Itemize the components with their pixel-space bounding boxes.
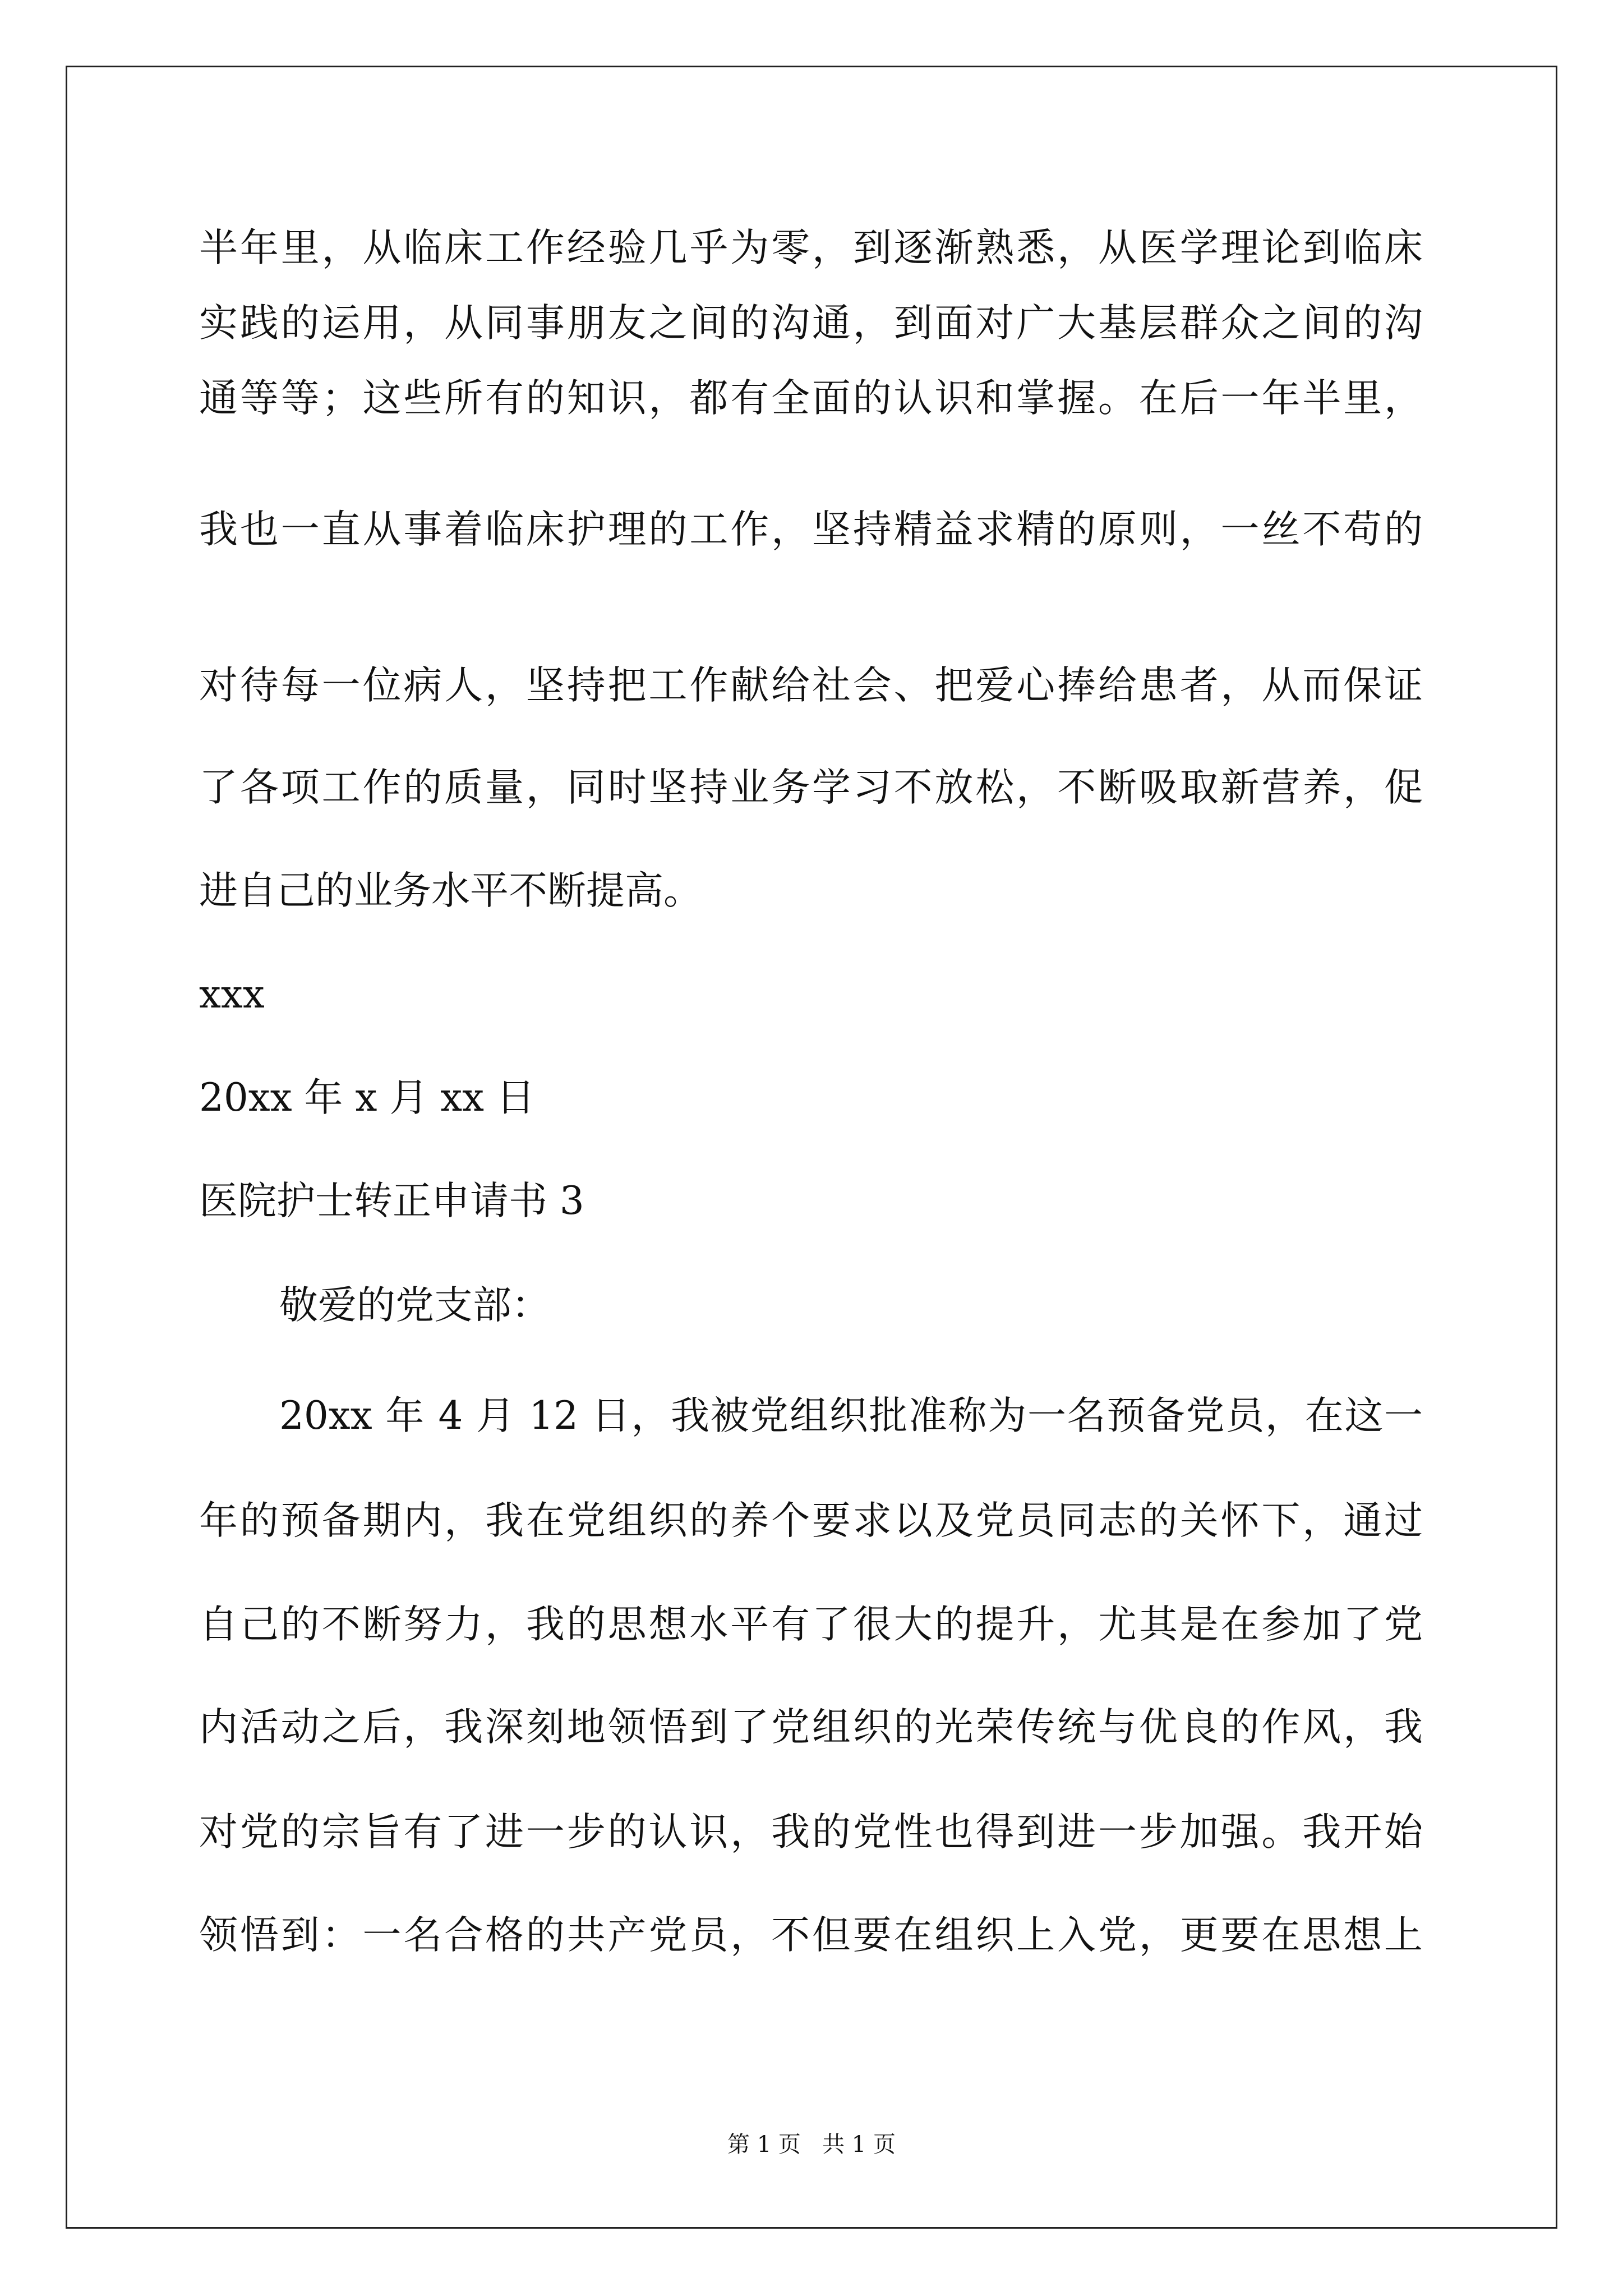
- paragraph-line: 对党的宗旨有了进一步的认识，我的党性也得到进一步加强。我开始: [199, 1810, 1423, 1855]
- paragraph-line: 领悟到：一名合格的共产党员，不但要在组织上入党，更要在思想上: [199, 1913, 1423, 1958]
- paragraph-line: 20xx 年 4 月 12 日，我被党组织批准称为一名预备党员，在这一: [279, 1393, 1423, 1438]
- page-footer: 第 1 页 共 1 页: [727, 2132, 896, 2157]
- signature: xxx: [199, 972, 265, 1017]
- paragraph-line: 了各项工作的质量，同时坚持业务学习不放松，不断吸取新营养，促: [199, 765, 1423, 810]
- paragraph-line: 我也一直从事着临床护理的工作，坚持精益求精的原则，一丝不苟的: [199, 507, 1423, 552]
- paragraph-line: 通等等；这些所有的知识，都有全面的认识和掌握。在后一年半里，: [199, 376, 1423, 421]
- paragraph-line: 年的预备期内，我在党组织的养个要求以及党员同志的关怀下，通过: [199, 1498, 1423, 1543]
- salutation: 敬爱的党支部：: [279, 1283, 550, 1328]
- paragraph-line: 进自己的业务水平不断提高。: [199, 868, 702, 913]
- paragraph-line: 实践的运用，从同事朋友之间的沟通，到面对广大基层群众之间的沟: [199, 301, 1423, 346]
- section-title: 医院护士转正申请书 3: [199, 1179, 584, 1223]
- paragraph-line: 内活动之后，我深刻地领悟到了党组织的光荣传统与优良的作风，我: [199, 1705, 1423, 1750]
- paragraph-line: 自己的不断努力，我的思想水平有了很大的提升，尤其是在参加了党: [199, 1602, 1423, 1647]
- paragraph-line: 对待每一位病人，坚持把工作献给社会、把爱心捧给患者，从而保证: [199, 663, 1423, 708]
- paragraph-line: 半年里，从临床工作经验几乎为零，到逐渐熟悉，从医学理论到临床: [199, 226, 1423, 270]
- date-line: 20xx 年 x 月 xx 日: [199, 1075, 536, 1120]
